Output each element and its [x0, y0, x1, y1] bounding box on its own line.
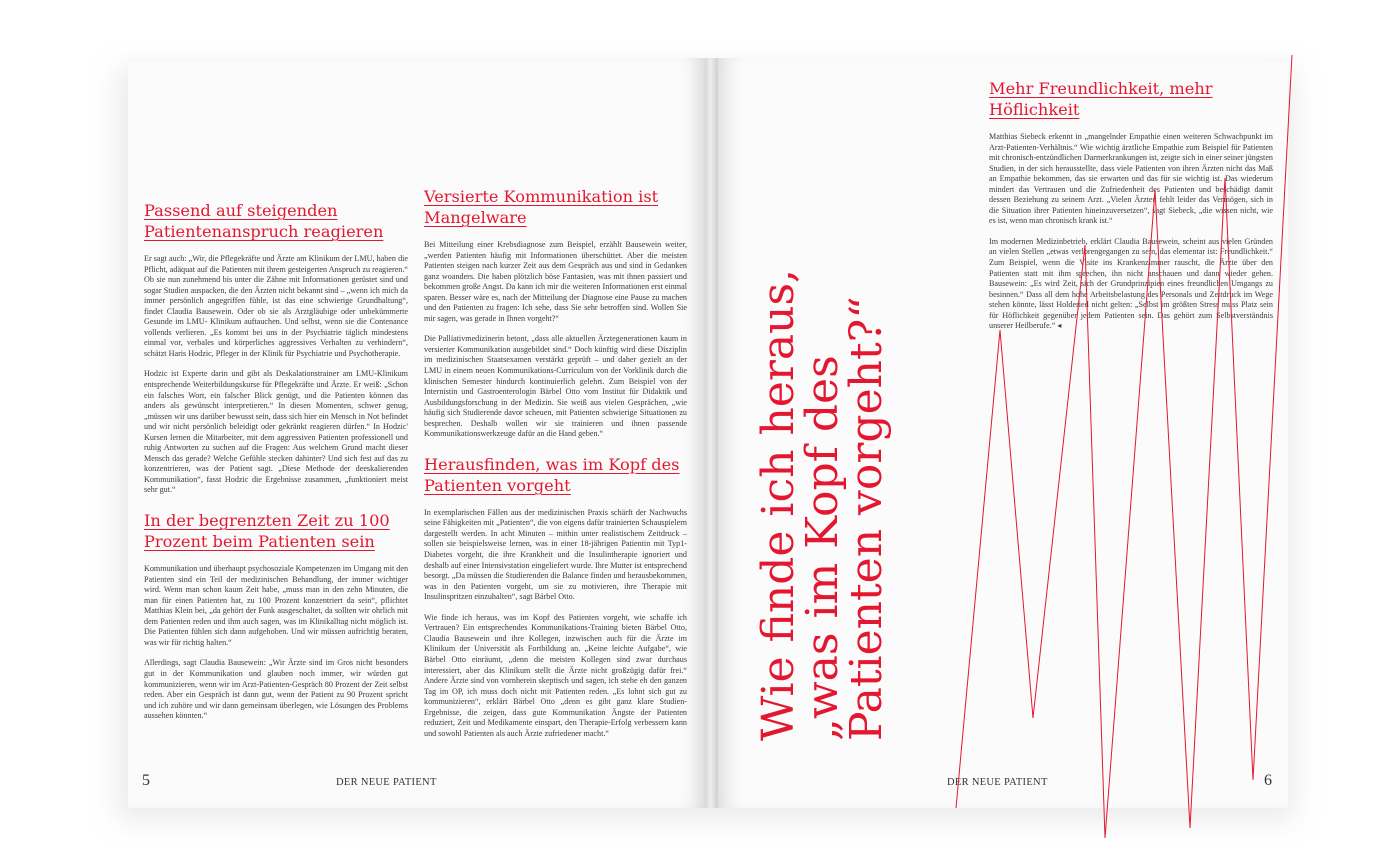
body-paragraph: Er sagt auch: „Wir, die Pflegekräfte und Ärzte am Klinikum der LMU, haben die Pflicht, adäquat auf die Patienten mit ihrem gesteigerten Anspruch zu reagieren.“ Ob sie nun zunehmend bis unter die Zähne mit Informationen gerüstet sind und sogar Studien auspacken, die den Ärzten nicht bekannt sind – „wenn ich mich da immer persönlich angegriffen fühle, ist das eine schwierige Grundhaltung“, findet Claudia Bausewein. Oder ob sie als Arztgläubige oder unbekümmerte Gesunde im LMU- Klinikum auftauchen. Und selbst, wenn sie die Contenance vollends verlieren. „Es kommt bei uns in der Psychiatrie täglich mindestens einmal vor, verbales und körperliches aggressives Verhalten zu verhindern“, schätzt Haris Hodzic, Pfleger in der Klinik für Psychiatrie und Psychotherapie.	[144, 254, 408, 358]
section-heading: In der begrenzten Zeit zu 100 Prozent beim Patienten sein	[144, 511, 390, 552]
body-paragraph: Bei Mitteilung einer Krebsdiagnose zum Beispiel, erzählt Bausewein weiter, „werden Patienten häufig mit Informationen überschüttet. Aber die meisten Patienten steigen nach kurzer Zeit aus dem Gespräch aus und sind in Gedanken ganz woanders. Die haben plötzlich böse Fantasien, was mit ihnen passiert und bekommen große Angst. Da kann ich mir die weiteren Informationen erst einmal sparen. Besser wäre es, nach der Mitteilung der Diagnose eine Pause zu machen und den Patienten zu fragen: Ich sehe, dass Sie sehr betroffen sind. Wollen Sie mir sagen, was gerade in Ihnen vorgeht?“	[424, 240, 687, 323]
body-paragraph: Allerdings, sagt Claudia Bausewein: „Wir Ärzte sind im Gros nicht besonders gut in der Kommunikation und glauben noch immer, wir würden gut kommunizieren, wenn wir im Arzt-Patienten-Gespräch 80 Prozent der Zeit selbst reden. Aber ein Gespräch ist dann gut, wenn der Patient zu 90 Prozent spricht und ich zuhöre und wir dann gemeinsam überlegen, wie Lösungen des Problems aussehen könnten.“	[144, 658, 408, 721]
body-paragraph: Die Palliativmedizinerin betont, „dass alle aktuellen Ärztegenerationen kaum in versierter Kommunikation ausgebildet sind.“ Doch künftig wird diese Disziplin im medizinischen Staatsexamen verstärkt geprüft – und daher gezielt an der LMU in einem neuen Kommunikations-Curriculum von der Vorklinik durch die klinischen Semester hindurch kontinuierlich gelehrt. Zum Beispiel von der Internistin und Gastroenterologin Bärbel Otto vom Institut für Didaktik und Ausbildungsforschung in der Medizin. Sie weiß aus vielen Gesprächen, „wie häufig sich Studierende davor scheuen, mit Patienten schwierige Situationen zu besprechen. Deshalb wollen wir sie trainieren und ihnen passende Kommunikationswerkzeuge dafür an die Hand geben.“	[424, 334, 687, 439]
page-number-left: 5	[142, 772, 150, 789]
body-paragraph: Matthias Siebeck erkennt in „mangelnder Empathie einen weiteren Schwachpunkt im Arzt-Patienten-Verhältnis.“ Wie wichtig ärztliche Empathie zum Beispiel für Patienten mit chronisch-entzündlichen Darmerkrankungen ist, zeigte sich in einer seiner jüngsten Studien, in der sich herausstellte, dass viele Patienten von ihren Ärzten nicht das Maß an Empathie bekommen, das sie erwarten und das für sie wichtig ist. Das wiederum mindert das Vertrauen und die Zufriedenheit des Patienten und beschädigt damit dessen Beziehung zu seinem Arzt. „Vielen Ärzten fehlt leider das Vermögen, sich in die Situation ihrer Patienten hineinzuversetzen“, sagt Siebeck, „die wissen nicht, wie es ist, wenn man chronisch krank ist.“	[989, 132, 1273, 226]
body-paragraph: Wie finde ich heraus, was im Kopf des Patienten vorgeht, wie schaffe ich Vertrauen? Ein entsprechendes Kommunikations-Training bieten Bärbel Otto, Claudia Bausewein und ihre Kollegen, inzwischen auch für die Ärzte im Klinikum der Universität als Fortbildung an. „Keine leichte Aufgabe“, wie Bärbel Otto einräumt, „denn die meisten Kollegen sind zwar durchaus interessiert, aber das Klinikum stellt die Ärzte nicht großzügig dafür frei.“ Andere Ärzte sind von vornherein skeptisch und sagen, ich stehe eh den ganzen Tag im OP, ich muss doch nicht mit Patienten reden. „Es lohnt sich gut zu kommunizieren“, erklärt Bärbel Otto „denn es gibt ganz klare Studien-Ergebnisse, die zeigen, dass gute Kommunikation Ängste der Patienten reduziert, Zeit und Medikamente einspart, den Therapie-Erfolg verbessern kann und sowohl Patienten als auch Ärzte zufriedener macht.“	[424, 612, 687, 738]
section-heading: Mehr Freundlichkeit, mehr Höflichkeit	[989, 79, 1213, 119]
running-title-left: DER NEUE PATIENT	[336, 777, 437, 788]
page-number-right: 6	[1264, 772, 1272, 789]
section-heading: Herausfinden, was im Kopf des Patienten vorgeht	[424, 454, 680, 495]
body-paragraph: Im modernen Medizinbetrieb, erklärt Claudia Bausewein, scheint aus vielen Gründen an vielen Stellen „etwas verlorengegangen zu sein, das elementar ist: Freundlichkeit.“ Zum Beispiel, wenn die Visite ins Krankenzimmer rauscht, die Ärzte über den Patienten statt mit ihm sprechen, ihn nicht anschauen und dann wieder gehen. Bausewein: „Es wird Zeit, sich der Grundprinzipien eines freundlichen Umgangs zu besinnen.“ Dass all dem hohe Arbeitsbelastung des Personals und Zeitdruck im Wege stehen könnte, lässt Holderied nicht gelten: „Selbst im größten Stress muss Platz sein für Höflichkeit gegenüber jedem Patienten sein. Das gehört zum Selbstverständnis unserer Heilberufe.“ ◂	[989, 236, 1273, 331]
body-paragraph: In exemplarischen Fällen aus der medizinischen Praxis schärft der Nachwuchs seine Fähigkeiten mit „Patienten“, die von eigens dafür trainierten Schauspielern dargestellt werden. In acht Minuten – mithin unter realistischem Zeitdruck – sollen sie beispielsweise lernen, was in einer 18-jährigen Patientin mit Typ1-Diabetes vorgeht, die ihre Krankheit und die Insulintherapie ignoriert und deshalb auf einer Intensivstation eingeliefert wurde. Ihre Mutter ist entsprechend besorgt. „Da müssen die Studierenden die Balance finden und herausbekommen, was in den Patienten vorgeht, um sie zu motivieren, ihre Therapie mit Insulinspritzen einzuhalten“, sagt Bärbel Otto.	[424, 507, 687, 602]
pull-quote-line: „was im Kopf des	[797, 355, 848, 741]
running-title-right: DER NEUE PATIENT	[947, 777, 1048, 788]
section-heading: Passend auf steigenden Patientenanspruch reagieren	[144, 201, 384, 241]
body-paragraph: Kommunikation und überhaupt psychosoziale Kompetenzen im Umgang mit den Patienten sind ein Teil der medizinischen Behandlung, der immer wichtiger wird. Wenn man schon kaum Zeit habe, „muss man in den zehn Minuten, die man für einen Patienten hat, zu 100 Prozent konzentriert da sein“, pflichtet Matthias Klein bei, „da gehört der Funk ausgeschaltet, da sollten wir ohrlich mit dem Patienten reden und ihm auch sagen, was im Klinikalltag nicht möglich ist. Die Patienten fühlen sich dann aufgehoben. Und wir müssen aufrichtig beraten, was wir für richtig halten.“	[144, 564, 409, 647]
pull-quote-line: Patienten vorgeht?“	[841, 296, 892, 741]
body-paragraph: Hodzic ist Experte darin und gibt als Deskalationstrainer am LMU-Klinikum entsprechende Weiterbildungskurse für Pflegekräfte und Ärzte. Er weiß: „Schon ein falsches Wort, ein falscher Blick genügt, und die Patienten können das anders als gewünscht interpretieren.“ In diesen Momenten, schwer genug, „müssen wir uns darüber bewusst sein, dass sich hier ein Mensch in Not befindet und wir nicht persönlich beleidigt oder gekränkt reagieren dürfen.“ In Hodzic' Kursen lernen die Mitarbeiter, mit dem aggressiven Patienten professionell und ruhig Antworten zu suchen auf die Fragen: Aus welchem Grund macht dieser Mensch das gerade? Welche Gefühle stecken dahinter? Und sich fest auf das zu konzentrieren, was der Patient sagt. „Diese Methode der deeskalierenden Kommunikation“, fasst Hodzic die Ergebnisse zusammen, „funktioniert meist sehr gut.“	[144, 369, 408, 495]
section-heading: Versierte Kommunikation ist Mangelware	[424, 187, 659, 227]
pull-quote-line: Wie finde ich heraus,	[753, 268, 804, 741]
